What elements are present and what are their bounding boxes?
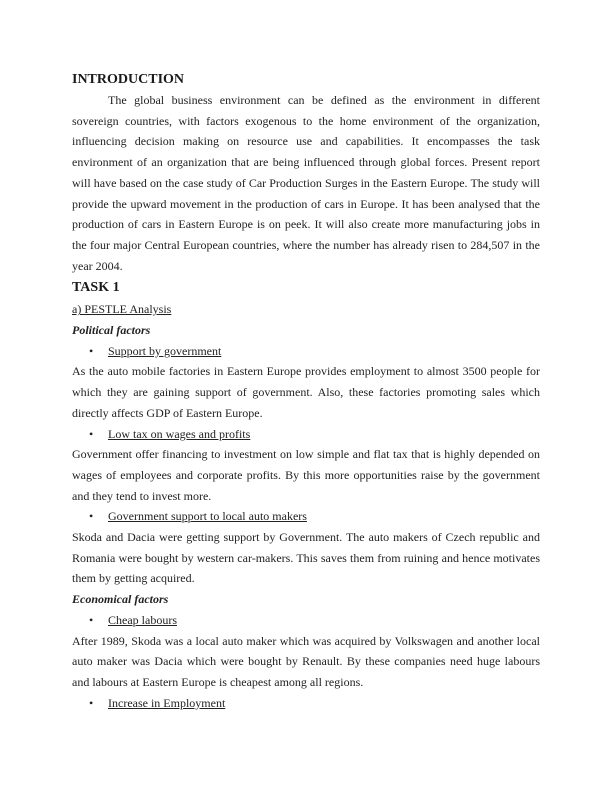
list-item — [72, 693, 540, 714]
body-paragraph: After 1989, Skoda was a local auto maker which was acquired by Volkswagen and another local auto maker was Dacia which were bought by Renault. By these companies need huge labours and labours at Eastern Europe is cheapest among all regions. — [72, 633, 540, 689]
bullet-icon: • — [89, 612, 94, 627]
body-paragraph: Government offer financing to investment on low simple and flat tax that is highly depended on wages of employees and corporate profits. By this more opportunities raise by the government and they tend to invest more. — [72, 447, 540, 503]
task1-heading: TASK 1 — [72, 280, 120, 296]
list-item — [72, 506, 540, 527]
political-factors-heading: Political factors — [72, 323, 151, 338]
economical-factors-heading: Economical factors — [72, 592, 169, 607]
body-paragraph: As the auto mobile factories in Eastern Europe provides employment to almost 3500 people for which they are gaining support of government. Also, these factories promoting sales which directly affects GDP of Eastern Europe. — [72, 364, 540, 420]
introduction-heading: INTRODUCTION — [72, 72, 185, 87]
bullet-label: Increase in Employment — [108, 695, 226, 710]
body-paragraph: Skoda and Dacia were getting support by Government. The auto makers of Czech republic and Romania were bought by western car-makers. This saves them from ruining and hence motivates them by getting acquired. — [72, 530, 540, 586]
bullet-label: Support by government — [108, 343, 222, 358]
list-item — [72, 424, 540, 445]
list-item — [72, 341, 540, 362]
bullet-label: Cheap labours — [108, 612, 177, 627]
bullet-icon: • — [89, 426, 94, 441]
bullet-icon: • — [89, 509, 94, 524]
pestle-subheading: a) PESTLE Analysis — [72, 302, 172, 317]
document-page — [72, 70, 540, 713]
bullet-icon: • — [89, 343, 94, 358]
introduction-paragraph: The global business environment can be defined as the environment in different sovereign countries, with factors exogenous to the home environment of the organization, influencing decision making on resource use and capabilities. It encompasses the task environment of an organization that are being influenced through global forces. Present report will have based on the case study of Car Production Surges in the Eastern Europe. The study will provide the upward movement in the production of cars in Europe. It has been analysed that the production of cars in Eastern Europe is on peek. It will also create more manufacturing jobs in the four major Central European countries, where the number has already risen to 284,507 in the year 2004. — [72, 93, 540, 273]
list-item — [72, 610, 540, 631]
bullet-label: Government support to local auto makers — [108, 509, 307, 524]
bullet-icon: • — [89, 695, 94, 710]
bullet-label: Low tax on wages and profits — [108, 426, 251, 441]
